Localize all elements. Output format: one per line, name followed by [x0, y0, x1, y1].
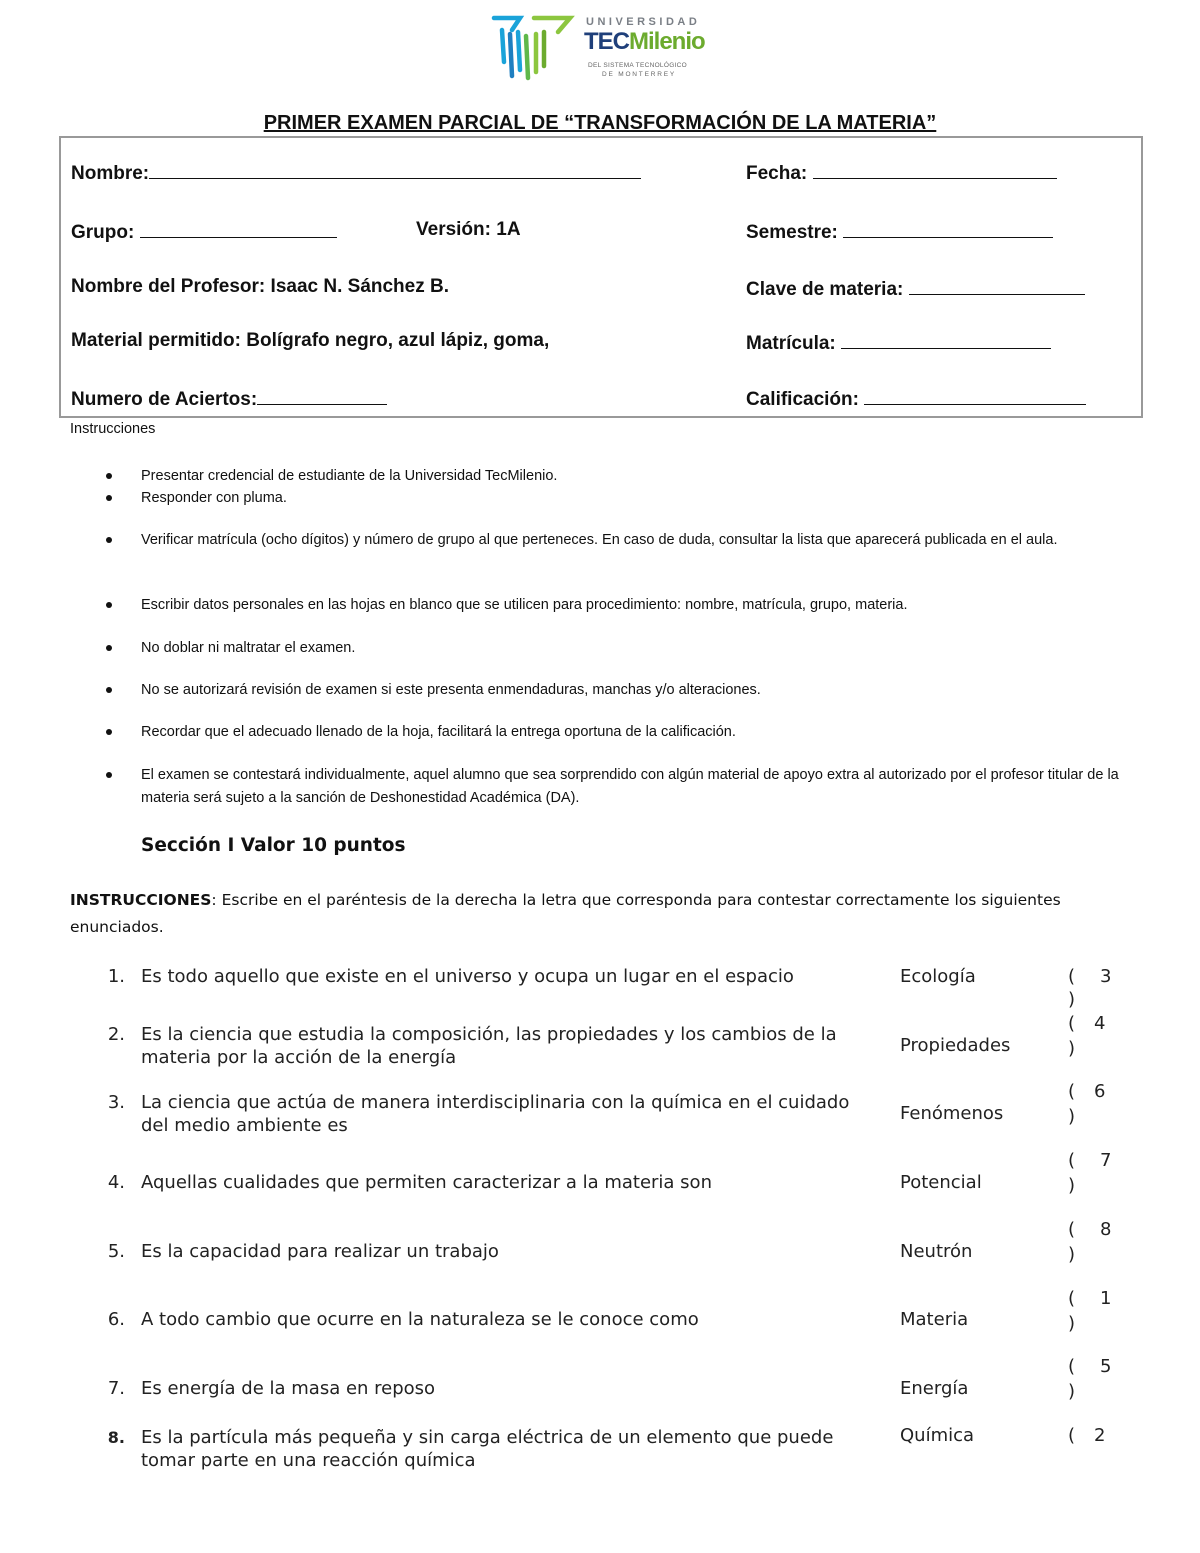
calificacion-label: Calificación: [746, 389, 859, 410]
question-number: 6. [107, 1309, 125, 1330]
question-text: Es la capacidad para realizar un trabajo [141, 1241, 499, 1262]
instruction-item: No doblar ni maltratar el examen. [141, 637, 1136, 660]
answer-option: Materia [900, 1309, 969, 1330]
logo-tec: TEC [584, 28, 629, 55]
fecha-blank[interactable] [813, 160, 1057, 179]
instruction-item: Escribir datos personales en las hojas en blanco que se utilicen para procedimiento: nombre, matrícula, grupo, materia. [141, 594, 1136, 617]
answer-close-paren: ) [1068, 1381, 1076, 1402]
answer-open-paren: ( [1068, 1013, 1076, 1034]
instruction-item: Responder con pluma. [141, 487, 1136, 510]
answer-close-paren: ) [1068, 1313, 1076, 1334]
logo-milenio: Milenio [629, 28, 705, 55]
answer-open-paren: ( [1068, 1425, 1076, 1446]
answer-value: 2 [1094, 1425, 1106, 1446]
question-row [0, 1424, 1200, 1484]
question-text: Es energía de la masa en reposo [141, 1378, 436, 1399]
answer-value: 8 [1100, 1219, 1112, 1240]
question-row [0, 1149, 1200, 1209]
nombre-label: Nombre: [71, 163, 150, 184]
exam-title: PRIMER EXAMEN PARCIAL DE “TRANSFORMACIÓN DE LA MATERIA” [263, 112, 937, 134]
matricula-field [746, 330, 1051, 355]
question-text: Es la ciencia que estudia la composición, las propiedades y los cambios de la materia por la acción de la energía [141, 1024, 837, 1068]
logo-universidad-text: UNIVERSIDAD [586, 16, 701, 28]
grupo-field [71, 219, 337, 244]
grupo-label: Grupo: [71, 222, 135, 243]
section-instructions-text: : Escribe en el paréntesis de la derecha la letra que corresponda para contestar correctamente los siguientes enunciados. [70, 891, 1061, 936]
logo-subtitle-1: DEL SISTEMA TECNOLÓGICO [588, 62, 688, 69]
answer-open-paren: ( [1068, 1150, 1076, 1171]
semestre-field [746, 219, 1053, 244]
question-row [0, 965, 1200, 1015]
material-label: Material permitido: Bolígrafo negro, azul lápiz, goma, [71, 330, 550, 351]
calificacion-blank[interactable] [864, 386, 1086, 405]
question-number: 8. [107, 1428, 125, 1447]
answer-close-paren: ) [1068, 989, 1076, 1010]
answer-value: 5 [1100, 1356, 1112, 1377]
question-row [0, 1012, 1200, 1072]
instruction-item: No se autorizará revisión de examen si este presenta enmendaduras, manchas y/o alteraciones. [141, 679, 1136, 702]
answer-value: 4 [1094, 1013, 1106, 1034]
answer-option: Química [900, 1425, 975, 1446]
student-info-box [59, 136, 1143, 418]
answer-open-paren: ( [1068, 1288, 1076, 1309]
instruction-item: Verificar matrícula (ocho dígitos) y número de grupo al que perteneces. En caso de duda, consultar la lista que aparecerá publicada en el aula. [141, 529, 1136, 552]
question-number: 4. [107, 1172, 125, 1193]
question-number: 7. [107, 1378, 125, 1399]
answer-open-paren: ( [1068, 1081, 1076, 1102]
instruction-item: El examen se contestará individualmente, aquel alumno que sea sorprendido con algún material de apoyo extra al autorizado por el profesor titular de la materia será sujeto a la sanción de Deshonestidad Académica (DA). [141, 764, 1136, 810]
question-text: La ciencia que actúa de manera interdisciplinaria con la química en el cuidado del medio ambiente es [141, 1092, 850, 1136]
version-label: Versión: 1A [416, 219, 521, 240]
section-instructions-heading: INSTRUCCIONES [70, 891, 212, 909]
semestre-blank[interactable] [843, 219, 1053, 238]
aciertos-field [71, 386, 387, 411]
matricula-label: Matrícula: [746, 333, 836, 354]
question-text: Es todo aquello que existe en el universo y ocupa un lugar en el espacio [141, 966, 794, 987]
question-number: 3. [107, 1092, 125, 1113]
answer-option: Energía [900, 1378, 969, 1399]
answer-open-paren: ( [1068, 1356, 1076, 1377]
profesor-label: Nombre del Profesor: Isaac N. Sánchez B. [71, 276, 450, 297]
question-row [0, 1287, 1200, 1347]
question-row [0, 1355, 1200, 1415]
question-number: 2. [107, 1024, 125, 1045]
matricula-blank[interactable] [841, 330, 1051, 349]
answer-close-paren: ) [1068, 1175, 1076, 1196]
question-text: A todo cambio que ocurre en la naturaleza se le conoce como [141, 1309, 699, 1330]
nombre-field [71, 160, 641, 185]
section-instructions [70, 887, 1130, 941]
answer-option: Ecología [900, 966, 976, 987]
question-row [0, 1218, 1200, 1278]
clave-blank[interactable] [909, 276, 1085, 295]
answer-close-paren: ) [1068, 1106, 1076, 1127]
instruction-item: Presentar credencial de estudiante de la Universidad TecMilenio. [141, 465, 1136, 488]
nombre-blank[interactable] [149, 160, 641, 179]
answer-option: Neutrón [900, 1241, 973, 1262]
question-number: 5. [107, 1241, 125, 1262]
answer-close-paren: ) [1068, 1038, 1076, 1059]
question-text: Es la partícula más pequeña y sin carga eléctrica de un elemento que puede tomar parte en una reacción química [141, 1427, 834, 1471]
instructions-label: Instrucciones [70, 421, 156, 437]
calificacion-field [746, 386, 1086, 411]
answer-value: 3 [1100, 966, 1112, 987]
aciertos-label: Numero de Aciertos: [71, 389, 258, 410]
answer-close-paren: ) [1068, 1244, 1076, 1265]
logo-subtitle-2: DE MONTERREY [602, 71, 676, 78]
answer-value: 7 [1100, 1150, 1112, 1171]
answer-option: Fenómenos [900, 1103, 1004, 1124]
question-row [0, 1080, 1200, 1140]
logo-tecmilenio-text [584, 28, 705, 56]
fecha-label: Fecha: [746, 163, 808, 184]
question-text: Aquellas cualidades que permiten caracterizar a la materia son [141, 1172, 712, 1193]
section-title: Sección I Valor 10 puntos [141, 835, 406, 856]
tecmilenio-emblem-icon [490, 10, 582, 85]
answer-option: Propiedades [900, 1035, 1011, 1056]
semestre-label: Semestre: [746, 222, 838, 243]
clave-field [746, 276, 1085, 301]
university-logo [490, 10, 720, 85]
answer-option: Potencial [900, 1172, 982, 1193]
clave-label: Clave de materia: [746, 279, 904, 300]
answer-open-paren: ( [1068, 1219, 1076, 1240]
aciertos-blank[interactable] [257, 386, 387, 405]
fecha-field [746, 160, 1057, 185]
grupo-blank[interactable] [140, 219, 337, 238]
answer-value: 1 [1100, 1288, 1112, 1309]
answer-value: 6 [1094, 1081, 1106, 1102]
answer-open-paren: ( [1068, 966, 1076, 987]
question-number: 1. [107, 966, 125, 987]
instruction-item: Recordar que el adecuado llenado de la hoja, facilitará la entrega oportuna de la calificación. [141, 721, 1136, 744]
